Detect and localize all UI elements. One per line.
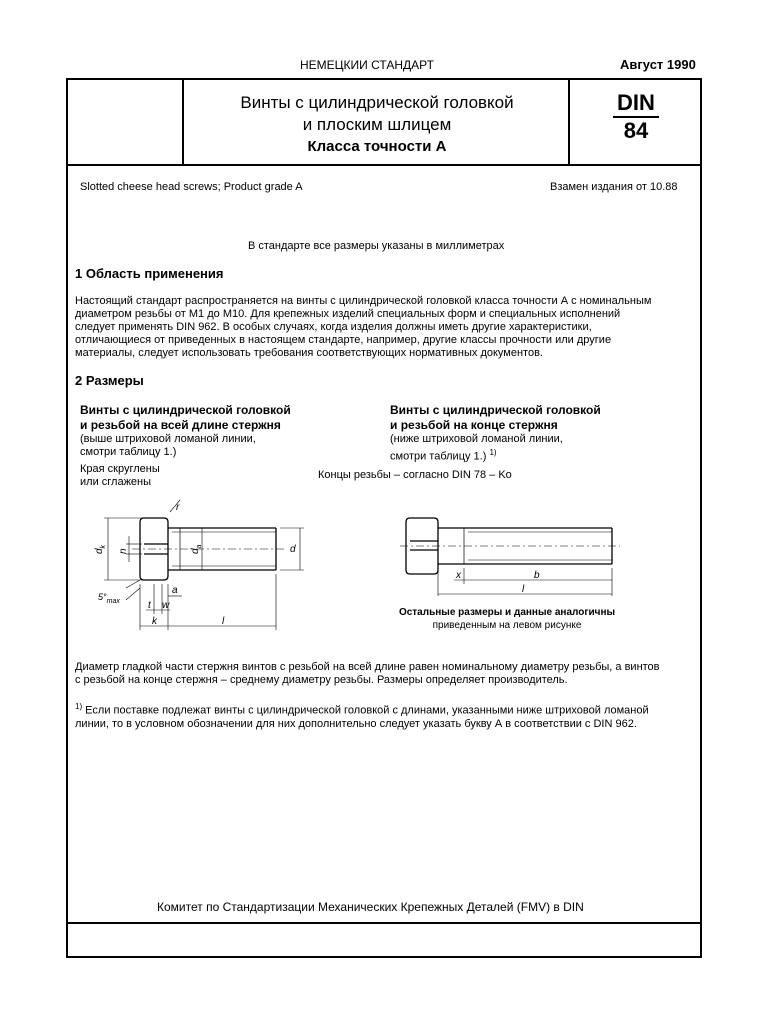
label-angle-subscript: max: [106, 598, 120, 605]
label-n: n: [118, 548, 129, 554]
left-figure-title-1: Винты с цилиндрической головкой: [80, 403, 291, 417]
label-x: x: [456, 570, 461, 581]
right-figure-footnote-ref: 1): [489, 448, 497, 457]
standard-label: НЕМЕЦКИИ СТАНДАРТ: [300, 58, 434, 72]
label-r: r: [176, 502, 180, 513]
din-number: 84: [623, 118, 649, 143]
label-da-subscript: a: [196, 544, 203, 549]
din-label: DIN: [613, 90, 659, 118]
units-note: В стандарте все размеры указаны в миллиметрах: [248, 240, 505, 252]
body-line-2: с резьбой на конце стержня – среднему диаметру резьбы. Размеры определяет производитель.: [75, 674, 568, 686]
right-figure-title-1: Винты с цилиндрической головкой: [390, 403, 601, 417]
label-b: b: [534, 570, 540, 581]
left-screw-drawing: [84, 496, 314, 636]
section-1-heading: 1 Область применения: [75, 266, 224, 281]
edge-note: [80, 463, 160, 489]
label-l-right: l: [522, 584, 525, 595]
right-figure-caption-1: Остальные размеры и данные аналогичны: [398, 607, 616, 618]
section-1-line: следует применять DIN 962. В особых случаях, когда изделия должны иметь другие характеристики,: [75, 321, 592, 333]
left-figure-note-2: смотри таблицу 1.): [80, 446, 177, 458]
label-da: $d_a$: [190, 544, 203, 554]
right-screw-drawing: [398, 504, 628, 604]
edge-note-2: или сглажены: [80, 476, 152, 488]
label-k: k: [152, 616, 157, 627]
footnote-mark: 1): [75, 702, 83, 711]
left-figure-caption: [80, 403, 291, 459]
right-figure-note-2: смотри таблицу 1.): [390, 450, 487, 463]
english-title: Slotted cheese head screws; Product grade A: [80, 181, 303, 193]
section-1-line: отличающиеся от приведенных в настоящем стандарте, например, другие классы прочности или другие: [75, 334, 612, 346]
committee-note: Комитет по Стандартизации Механических Крепежных Деталей (FMV) в DIN: [157, 900, 584, 914]
left-figure-note-1: (выше штриховой ломаной линии,: [80, 433, 256, 445]
label-d: d: [290, 544, 296, 555]
footer-divider: [68, 922, 700, 924]
section-2-heading: 2 Размеры: [75, 373, 144, 388]
body-text: [75, 661, 700, 687]
label-dk-subscript: k: [100, 544, 107, 549]
title-line-1: Винты с цилиндрической головкой: [240, 93, 514, 112]
title-line-2: и плоским шлицем: [302, 115, 452, 134]
label-t: t: [148, 600, 151, 611]
label-w: w: [162, 600, 170, 611]
thread-ends-note: Концы резьбы – согласно DIN 78 – Ko: [318, 469, 512, 481]
right-figure-note-2-wrap: [390, 446, 601, 464]
label-angle: $5^\circ_{max}$: [98, 592, 120, 605]
label-dk: $d_k$: [94, 544, 107, 554]
footnote: [75, 700, 700, 731]
edge-note-1: Края скруглены: [80, 463, 160, 475]
footnote-line-2: линии, то в условном обозначении для них дополнительно следует указать букву А в соответствии с DIN 962.: [75, 717, 637, 730]
din-badge: [570, 80, 702, 164]
section-1-line: Настоящий стандарт распространяется на винты с цилиндрической головкой класса точности А с номинальным: [75, 295, 652, 307]
left-figure-title-2: и резьбой на всей длине стержня: [80, 418, 281, 432]
body-line-1: Диаметр гладкой части стержня винтов с резьбой на всей длине равен номинальному диаметру резьбы, а винтов: [75, 661, 660, 673]
label-a: a: [172, 585, 178, 596]
issue-date: Август 1990: [620, 57, 696, 72]
section-1-text: [75, 295, 695, 360]
section-1-line: материалы, следует использовать требования соответствующих нормативных документов.: [75, 347, 543, 359]
title-line-3: Класса точности А: [307, 138, 447, 155]
replaces-note: Взамен издания от 10.88: [550, 181, 678, 193]
right-figure-caption: [390, 403, 601, 464]
footnote-line-1: Если поставке подлежат винты с цилиндрической головкой с длинами, указанными ниже штриховой ломаной: [82, 704, 649, 717]
right-figure-caption-2: приведенным на левом рисунке: [432, 620, 582, 631]
title-divider: [68, 164, 700, 166]
label-l: l: [222, 616, 225, 627]
right-figure-footer: [396, 606, 618, 632]
right-figure-title-2: и резьбой на конце стержня: [390, 418, 558, 432]
right-figure-note-1: (ниже штриховой ломаной линии,: [390, 433, 563, 445]
document-title: [184, 80, 570, 164]
section-1-line: диаметром резьбы от М1 до М10. Для крепежных изделий специальных форм и специальных исполнений: [75, 308, 621, 320]
